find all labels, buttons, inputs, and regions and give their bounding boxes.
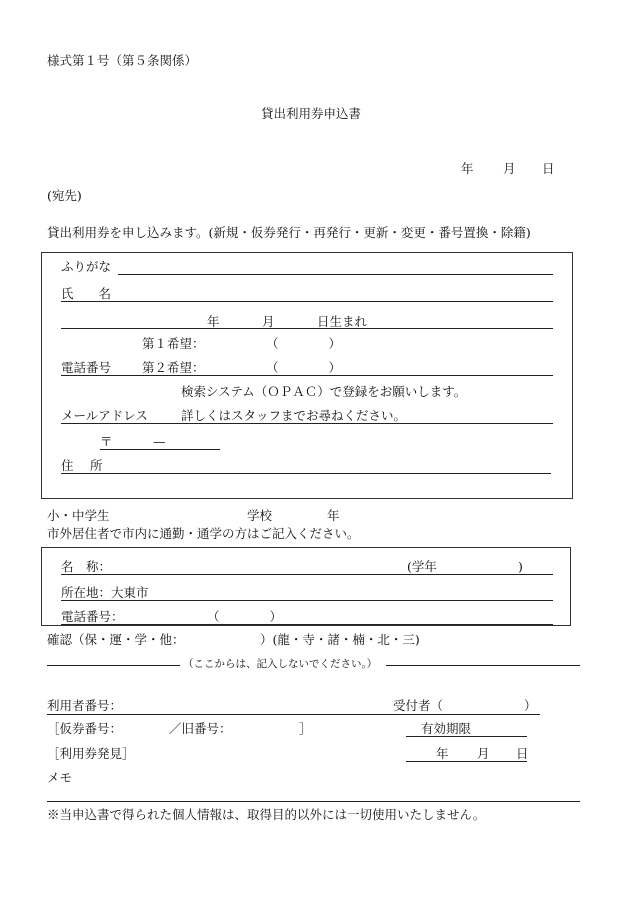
- staff-note: 詳しくはスタッフまでお尋ねください。: [181, 408, 407, 423]
- expiry-label: 有効期限: [421, 721, 472, 736]
- address-field[interactable]: [61, 473, 551, 474]
- confirm-label: 確認（保・運・学・他：: [47, 632, 185, 647]
- furigana-label: ふりがな: [61, 259, 112, 274]
- form-title: 貸出利用券申込書: [261, 106, 362, 121]
- workplace-phone-field[interactable]: [61, 624, 553, 625]
- confirm-close: ）(龍・寺・諸・楠・北・三): [260, 632, 420, 647]
- addressee: (宛先): [47, 188, 82, 203]
- receiver-close: ）: [524, 698, 537, 713]
- expiry-line: [406, 736, 527, 737]
- intro-text: 貸出利用券を申し込みます。(新規・仮券発行・再発行・更新・変更・番号置換・除籍): [47, 225, 531, 240]
- phone-field[interactable]: [61, 375, 553, 376]
- commuter-note: 市外居住者で市内に通勤・通学の方はご記入ください。: [47, 526, 360, 541]
- expiry-date-field[interactable]: [406, 761, 527, 762]
- privacy-note: ※当申込書で得られた個人情報は、取得目的以外には一切使用いたしません。: [47, 807, 486, 822]
- memo-label: メモ: [47, 770, 73, 785]
- workplace-phone-paren: （ ）: [207, 609, 283, 624]
- form-number: 様式第１号（第５条関係）: [47, 53, 198, 68]
- phone-pref2-label: 第２希望：: [142, 360, 205, 375]
- postal-mark: 〒: [100, 434, 113, 449]
- birth-year: 年: [207, 314, 220, 329]
- workplace-location-field[interactable]: [61, 600, 553, 601]
- postal-dash: —: [153, 434, 166, 449]
- student-school: 学校: [247, 508, 273, 523]
- date-year: 年: [461, 161, 474, 176]
- furigana-field[interactable]: [118, 274, 553, 275]
- date-day: 日: [542, 161, 555, 176]
- name-field[interactable]: [61, 301, 553, 302]
- bracket-close: ］: [299, 721, 312, 736]
- workplace-grade-label: (学年: [407, 559, 437, 574]
- receiver-label: 受付者（: [393, 698, 444, 713]
- old-number-label: ／旧番号：: [169, 721, 232, 736]
- email-label: メールアドレス: [61, 408, 148, 423]
- issued-label: ［利用券発見］: [47, 746, 135, 761]
- student-label: 小・中学生: [47, 508, 110, 523]
- expiry-year: 年: [436, 746, 449, 761]
- user-number-label: 利用者番号：: [47, 698, 123, 713]
- workplace-location-label: 所在地：大東市: [61, 585, 149, 600]
- user-number-field[interactable]: [47, 714, 540, 715]
- phone-pref1-paren: （ ）: [266, 336, 342, 351]
- workplace-name-label: 名 称：: [61, 559, 112, 574]
- student-grade: 年: [327, 508, 340, 523]
- divider-left: [47, 665, 180, 666]
- divider-right: [386, 665, 580, 666]
- address-label: 住 所: [61, 458, 103, 473]
- divider-note: （ここからは、記入しないでください。）: [183, 658, 378, 670]
- opac-note: 検索システム（ＯＰＡＣ）で登録をお願いします。: [181, 384, 467, 399]
- temp-number-label: ［仮券番号：: [47, 721, 123, 736]
- workplace-phone-label: 電話番号：: [61, 609, 124, 624]
- date-month: 月: [503, 161, 516, 176]
- phone-pref1-label: 第１希望：: [142, 336, 205, 351]
- phone-pref2-paren: （ ）: [266, 360, 342, 375]
- birth-month: 月: [262, 314, 275, 329]
- expiry-day: 日: [516, 746, 529, 761]
- birth-suffix: 日生まれ: [317, 314, 368, 329]
- workplace-grade-close: ): [518, 559, 523, 574]
- phone-label: 電話番号: [61, 360, 112, 375]
- expiry-month: 月: [477, 746, 490, 761]
- email-field[interactable]: [61, 423, 553, 424]
- postal-field[interactable]: [100, 449, 220, 450]
- workplace-name-field[interactable]: [61, 574, 553, 575]
- birthdate-field[interactable]: [61, 328, 553, 329]
- name-label: 氏 名: [61, 286, 112, 301]
- memo-field[interactable]: [47, 801, 580, 802]
